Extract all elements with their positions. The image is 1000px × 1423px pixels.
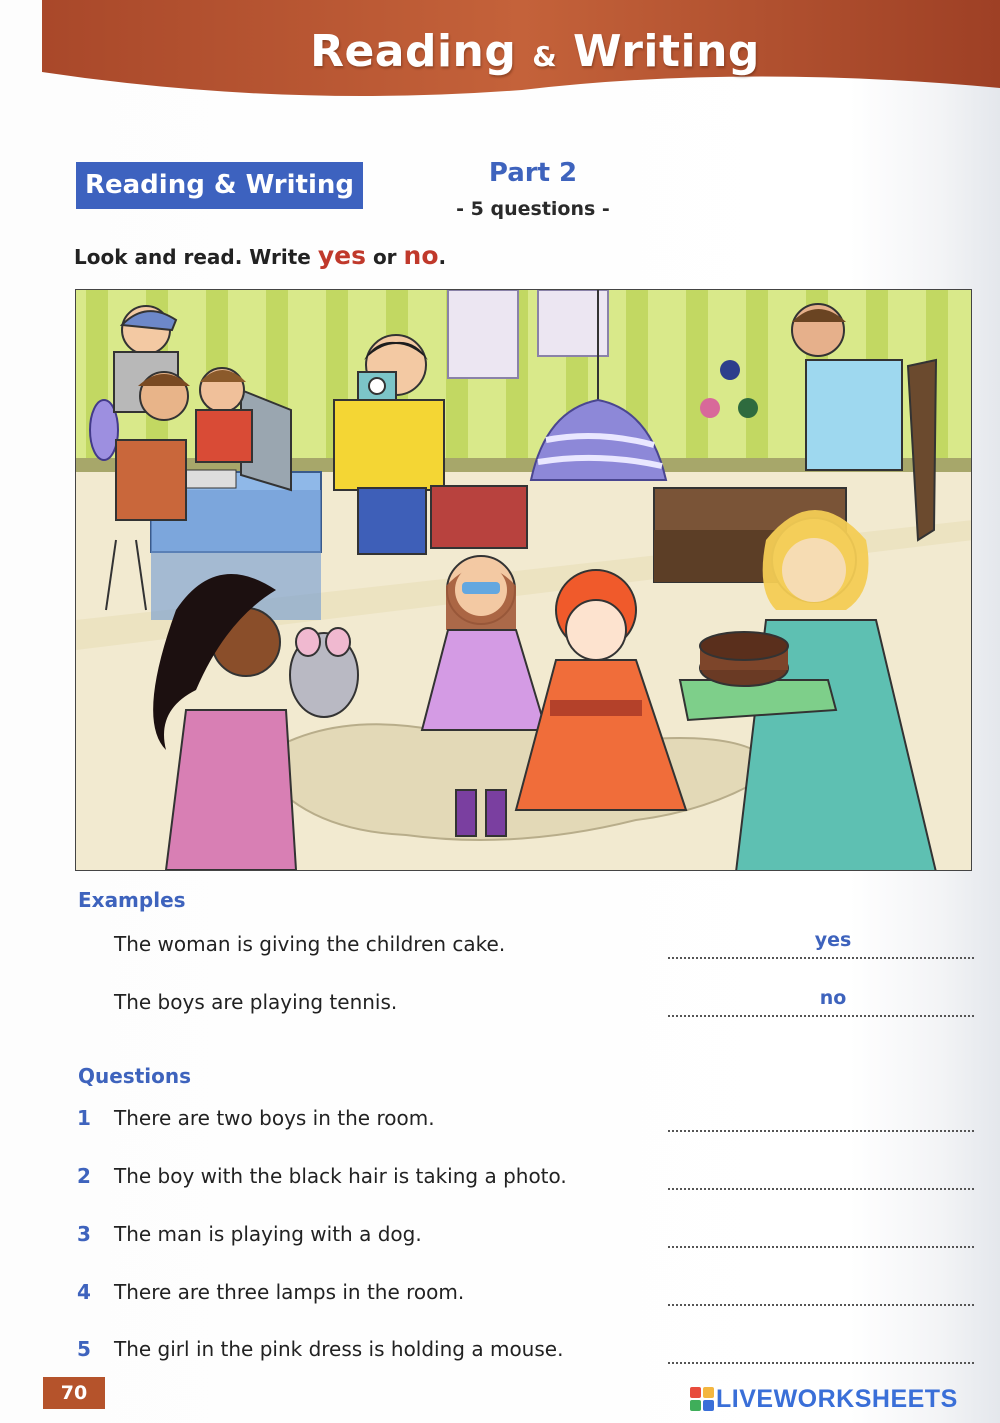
- question-number-1: 1: [77, 1106, 91, 1130]
- question-number-4: 4: [77, 1280, 91, 1304]
- answer-field-5[interactable]: [668, 1342, 974, 1364]
- question-number-3: 3: [77, 1222, 91, 1246]
- section-label-box: Reading & Writing: [76, 162, 363, 209]
- question-sentence-5: The girl in the pink dress is holding a mouse.: [114, 1337, 564, 1361]
- instruction-or: or: [372, 245, 397, 269]
- example-sentence-2: The boys are playing tennis.: [114, 990, 398, 1014]
- part-title: Part 2: [488, 158, 578, 188]
- example-answer-1-text: yes: [814, 929, 852, 951]
- part-subtitle: - 5 questions -: [456, 198, 610, 220]
- example-answer-2-text: no: [819, 987, 847, 1009]
- title-word-reading: Reading: [310, 26, 517, 77]
- instruction-lead: Look and read. Write: [74, 245, 311, 269]
- examples-heading: Examples: [78, 888, 186, 912]
- title-ampersand: &: [532, 40, 558, 73]
- liveworksheets-logo[interactable]: [690, 1383, 958, 1415]
- answer-field-4[interactable]: [668, 1284, 974, 1306]
- question-sentence-1: There are two boys in the room.: [114, 1106, 435, 1130]
- party-room-illustration: [75, 289, 972, 871]
- question-number-2: 2: [77, 1164, 91, 1188]
- example-answer-1: [668, 929, 974, 959]
- example-answer-2: [668, 987, 974, 1017]
- answer-field-1[interactable]: [668, 1110, 974, 1132]
- title-word-writing: Writing: [572, 26, 760, 77]
- question-sentence-4: There are three lamps in the room.: [114, 1280, 465, 1304]
- instruction-yes: yes: [317, 241, 366, 270]
- instruction-end: .: [438, 245, 447, 269]
- answer-field-3[interactable]: [668, 1226, 974, 1248]
- example-sentence-1: The woman is giving the children cake.: [114, 932, 506, 956]
- question-number-5: 5: [77, 1337, 91, 1361]
- instruction: [74, 241, 446, 270]
- illustration-scene: [76, 290, 972, 871]
- logo-grid-icon: [690, 1387, 714, 1411]
- page-title: [0, 26, 1000, 77]
- logo-text: LIVEWORKSHEETS: [716, 1384, 958, 1413]
- question-sentence-3: The man is playing with a dog.: [114, 1222, 422, 1246]
- question-sentence-2: The boy with the black hair is taking a photo.: [114, 1164, 567, 1188]
- questions-heading: Questions: [78, 1064, 192, 1088]
- instruction-no: no: [403, 241, 439, 270]
- page-number: 70: [43, 1377, 105, 1409]
- answer-field-2[interactable]: [668, 1168, 974, 1190]
